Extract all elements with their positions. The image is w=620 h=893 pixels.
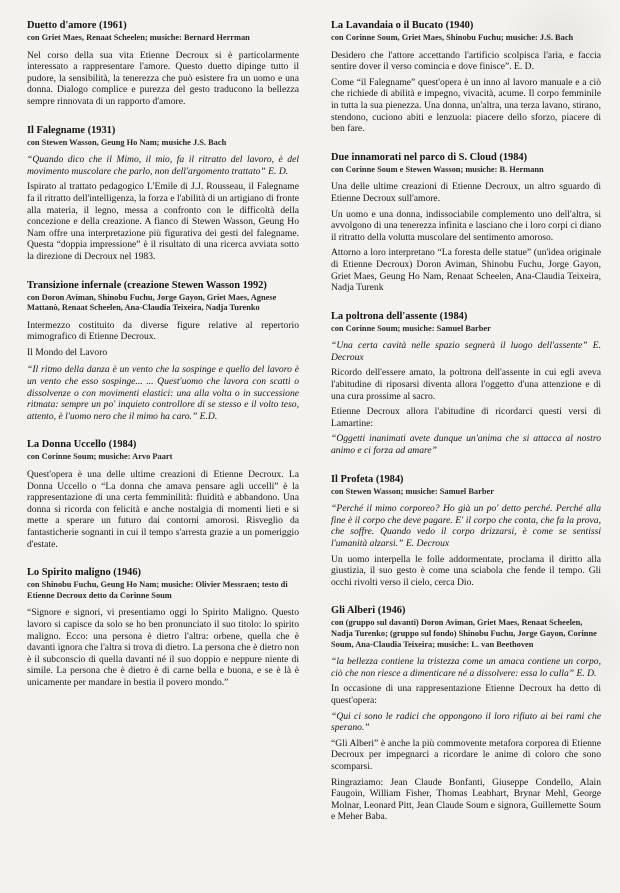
paragraph: Etienne Decroux allora l'abitudine di ricordarci questi versi di Lamartine: <box>331 406 601 429</box>
entry-title: Lo Spirito maligno (1946) <box>27 567 142 579</box>
entry-credits: con Corinne Soum e Stewen Wasson; musiche: B. Hermann <box>331 164 544 174</box>
quote: “Quando dico che il Mimo, il mio, fa il ritratto del lavoro, è del movimento muscolare che parlo, non dell'argomento trattato” E. D. <box>27 154 299 177</box>
quote: “Perché il mimo corporeo? Ho già un po' detto perché. Perché alla fine è il corpo che deve pagare. E' il corpo che conta, che fa la prova, che soffre. Quando vedo il corpo drizzarsi, è come se sentissi l'umanità alzarsi.” E. Decroux <box>331 503 601 549</box>
paragraph: “Signore e signori, vi presentiamo oggi lo Spirito Maligno. Questo lavoro si capisce da solo se ho ben pronunciato il suo titolo: lo spirito maligno. Ecco: una persona è dietro l'altra: orbene, quella che è davanti ignora che l'altra si trova di dietro. La persona che è dietro non è il subconscio di quella davanti né il suo doppio e neppure niente di simile. La persona che è dietro è di carne bella e buona, e se è là è unicamente per mandare in bestia il povero mondo.” <box>27 607 299 688</box>
entry-falegname <box>27 125 299 263</box>
entry-title: Il Falegname (1931) <box>27 124 116 136</box>
entry-poltrona <box>331 311 601 457</box>
paragraph: Quest'opera è una delle ultime creazioni di Etienne Decroux. La Donna Uccello o “La donna che amava pensare agli uccelli” è la rappresentazione di una certa femminilità: fluidità e abbandono. Una donna si ricorda con felicità e anche nostalgia di momenti lieti e si mette a sperare un futuro dai contorni amorosi. Risveglio da fantasticherie sognanti in cui il tempo s'arresta grazie a un pomeriggio d'estate. <box>27 469 299 550</box>
entry-duetto <box>27 20 299 108</box>
paragraph: Attorno a loro interpretano “La foresta delle statue” (un'idea originale di Etienne Decroux) Doron Aviman, Shinobu Fuchu, Jorge Gayon, Griet Maes, Geung Ho Nam, Renaat Scheelen, Ana-Claudia Teixeira, Nadja Turenk <box>331 247 601 294</box>
acknowledgements: Ringraziamo: Jean Claude Bonfanti, Giuseppe Condello, Alain Faugoin, William Fisher, Thomas Leabhart, Brynar Mehl, George Molnar, Leonard Pitt, Jean Claude Soum e signora, Guillemette Soum e Meher Baba. <box>331 776 601 823</box>
entry-credits: con Shinobu Fuchu, Geung Ho Nam; musiche: Olivier Messraen; testo di Etienne Decroux detto da Corinne Soum <box>27 580 288 600</box>
entry-title: Gli Alberi (1946) <box>331 605 406 617</box>
entry-credits: con Stewen Wasson, Geung Ho Nam; musiche J.S. Bach <box>27 137 227 147</box>
entry-credits: con Stewen Wasson; musiche: Samuel Barber <box>331 486 494 496</box>
paragraph: Ricordo dell'essere amato, la poltrona dell'assente in cui egli aveva l'abitudine di riposarsi diventa allora l'oggetto d'una attenzione e di una cura prossime al sacro. <box>331 367 601 402</box>
entry-profeta <box>331 474 601 589</box>
paragraph: Un uomo e una donna, indissociabile complemento uno dell'altra, si avvolgono di una tenerezza infinita e lasciano che i loro corpi ci diano il ritratto della volutta muscolare del sentimento amoroso. <box>331 208 601 243</box>
quote: “Qui ci sono le radici che oppongono il loro rifiuto ai bei rami che sperano.” <box>331 710 601 734</box>
entry-title: Duetto d'amore (1961) <box>27 20 127 31</box>
entry-alberi <box>331 605 601 823</box>
left-column <box>27 20 299 706</box>
entry-credits: con Griet Maes, Renaat Scheelen; musiche: Bernard Herrman <box>27 33 250 42</box>
quote: “Una certa cavità nelle spazio segnerà il luogo dell'assente” E. Decroux <box>331 340 601 363</box>
paragraph: Desidero che l'attore accettando l'artificio scolpisca l'aria, e faccia sentire dover il verso comincia e dove finisce”. E. D. <box>331 49 601 73</box>
entry-transizione <box>27 280 299 423</box>
entry-title: La poltrona dell'assente (1984) <box>331 310 468 322</box>
entry-spirito-maligno <box>27 567 299 688</box>
right-column <box>331 20 601 840</box>
quote: “Oggetti inanimati avete dunque un'anima che si attacca al nostro animo e ci forza ad amare” <box>331 433 601 457</box>
entry-credits: con Corinne Soum; musiche: Samuel Barber <box>331 323 491 333</box>
paragraph: Come “il Falegname” quest'opera è un inno al lavoro manuale e a ciò che richiede di abilità e impegno, vivacità, acume. Il corpo femminile in tutta la sua pienezza. Una donna, un'altra, una terza lavano, stirano, stendono, cuciono abiti e lenzuola: piacere dello sforzo, piacere di ben fare. <box>331 76 601 135</box>
paragraph: In occasione di una rappresentazione Etienne Decroux ha detto di quest'opera: <box>331 683 601 706</box>
entry-title: La Lavandaia o il Bucato (1940) <box>331 20 474 31</box>
entry-title: Transizione infernale (creazione Stewen Wasson 1992) <box>27 279 267 291</box>
entry-title: Il Profeta (1984) <box>331 473 404 485</box>
entry-title: Due innamorati nel parco di S. Cloud (1984) <box>331 151 528 163</box>
paragraph: Intermezzo costituito da diverse figure relative al repertorio mimografico di Etienne Decroux. <box>27 319 299 343</box>
paragraph: Una delle ultime creazioni di Etienne Decroux, un altro sguardo di Etienne Decroux sull'amore. <box>331 181 601 204</box>
entry-innamorati <box>331 152 601 294</box>
entry-credits: con (gruppo sul davanti) Doron Aviman, Griet Maes, Renaat Scheelen, Nadja Turenko; (gruppo sul fondo) Shinobu Fuchu, Jorge Gayon, Corinne Soum, Ana-Claudia Teixeira; musiche: L. van Beethoven <box>331 618 597 649</box>
quote: “la bellezza contiene la tristezza come un amaca contiene un corpo, ciò che non riesce a dimenticare né a dissolvere: essa lo culla” E. D. <box>331 656 601 679</box>
entry-donna-uccello <box>27 439 299 550</box>
paragraph: Ispirato al trattato pedagogico L'Emile di J.J. Rousseau, il Falegname fa il ritratto dell'intelligenza, la forza e l'abilità di un artigiano di fronte alla materia, il legno, messa a confronto con le difficoltà della concezione e della creazione. A fianco di Stewen Wasson, Geung Ho Nam offre una interpretazione più figurativa dei gesti del falegname. Questa “doppia impressione” è il risultato di una ricerca avviata sotto la direzione di Decroux nel 1983. <box>27 181 299 262</box>
paragraph: Un uomo interpella le folle addormentate, proclama il diritto alla giustizia, il suo gesto è come una sciabola che fende il tempo. Gli occhi rivolti verso il cielo, cerca Dio. <box>331 553 601 588</box>
entry-credits: con Corinne Soum, Griet Maes, Shinobu Fuchu; musiche: J.S. Bach <box>331 33 574 42</box>
entry-lavandaia <box>331 20 601 135</box>
paragraph: “Gli Alberi” è anche la più commovente metafora corporea di Etienne Decroux per impegnarci a ricordare le anime di coloro che sono scomparsi. <box>331 737 601 772</box>
entry-credits: con Doron Aviman, Shinobu Fuchu, Jorge Gayon, Griet Maes, Agnese Mattanò, Renaat Scheelen, Ana-Claudia Teixeira, Nadja Turenko <box>27 292 277 313</box>
section-heading: Il Mondo del Lavoro <box>27 346 108 358</box>
entry-credits: con Corinne Soum; musiche: Arvo Paart <box>27 452 173 462</box>
quote: “Il ritmo della danza è un vento che la sospinge e quello del lavoro è un vento che esso sospinge... ... Quest'uomo che lavora con scatti o dissolvenze o con movimenti elastici: una alla volta o in successione ritmata: sempre un po' inquieto controllore di se stesso e il volto teso, attento, è l'uomo nero che il mimo ha caro.” E.D. <box>27 364 299 422</box>
entry-title: La Donna Uccello (1984) <box>27 439 137 451</box>
paragraph: Nel corso della sua vita Etienne Decroux si è particolarmente interessato a rappresentare l'amore. Questo duetto dipinge tutto il pudore, la sensibilità, la tenerezza che può esistere fra un uomo e una donna. Dialogo complice e purezza del gesto traducono la bellezza sempre rinnovata di un rapporto d'amore. <box>27 49 299 107</box>
